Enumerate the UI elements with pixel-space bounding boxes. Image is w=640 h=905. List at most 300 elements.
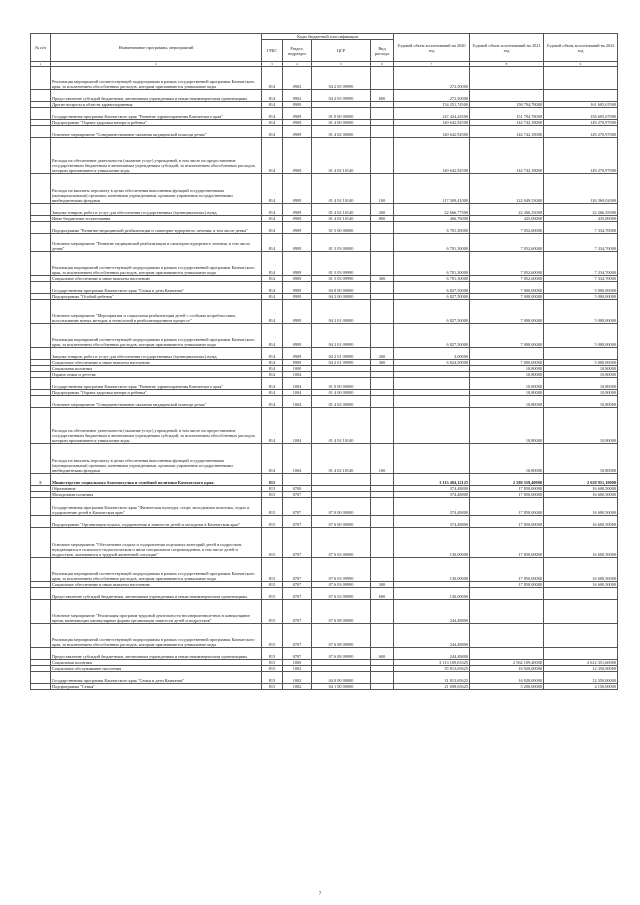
row-amount-2022: 16 600,50000 xyxy=(544,582,618,588)
table-row xyxy=(31,282,618,294)
col-name-header: Наименование программы, мероприятий xyxy=(51,34,262,62)
row-expense-type xyxy=(371,408,394,444)
row-amount-2020: 154 251,74500 xyxy=(394,102,470,108)
row-amount-2020: 31 813,65625 xyxy=(394,672,470,684)
row-amount-2021: 144 742,18000 xyxy=(470,120,544,126)
row-name: Подпрограмма "Охрана здоровья матери и ребенка" xyxy=(51,390,262,396)
row-expense-type xyxy=(371,67,394,90)
row-grbs: 814 xyxy=(262,372,283,378)
row-amount-2020: 6 781,30000 xyxy=(394,276,470,282)
row-csr: 01 4 02 10140 xyxy=(312,216,371,222)
row-csr: 01 4 02 00000 xyxy=(312,126,371,138)
row-csr: 01 4 02 00000 xyxy=(312,396,371,408)
row-amount-2022: 10,80000 xyxy=(544,390,618,396)
row-number xyxy=(31,684,51,690)
table-row xyxy=(31,408,618,444)
col-grbs-header: ГРБС xyxy=(262,40,283,62)
row-amount-2022: 10,80000 xyxy=(544,396,618,408)
colnum: 7 xyxy=(394,62,470,67)
row-csr: 01 4 02 10140 xyxy=(312,138,371,174)
row-expense-type xyxy=(371,672,394,684)
row-amount-2021: 17 850,00000 xyxy=(470,558,544,582)
row-amount-2021: 7 052,60000 xyxy=(470,234,544,252)
row-amount-2022 xyxy=(544,67,618,90)
row-expense-type: 300 xyxy=(371,582,394,588)
row-name: Охрана семьи и детства xyxy=(51,372,262,378)
row-amount-2021 xyxy=(470,67,544,90)
row-csr: 01 5 03 09990 xyxy=(312,276,371,282)
row-section: 0707 xyxy=(283,582,312,588)
row-number xyxy=(31,408,51,444)
row-number xyxy=(31,126,51,138)
row-amount-2021 xyxy=(470,348,544,360)
row-amount-2022 xyxy=(544,90,618,102)
row-amount-2022: 7 334,70000 xyxy=(544,252,618,276)
row-number xyxy=(31,204,51,216)
row-amount-2020: 140 642,94500 xyxy=(394,138,470,174)
row-number xyxy=(31,516,51,528)
row-number xyxy=(31,234,51,252)
row-csr: 04 2 01 09990 xyxy=(312,324,371,348)
row-amount-2022: 7 334,70000 xyxy=(544,234,618,252)
row-amount-2020: 140 642,94500 xyxy=(394,120,470,126)
row-expense-type: 100 xyxy=(371,444,394,474)
row-name: Социальная политика xyxy=(51,366,262,372)
row-amount-2020: 140 642,94500 xyxy=(394,126,470,138)
row-expense-type xyxy=(371,474,394,486)
row-grbs: 815 xyxy=(262,528,283,558)
row-section: 0909 xyxy=(283,216,312,222)
row-amount-2021: 17 850,00000 xyxy=(470,492,544,498)
row-amount-2022: 156 605,67000 xyxy=(544,108,618,120)
row-csr: 07 6 08 00000 xyxy=(312,600,371,624)
row-amount-2020: 3 113 484,12125 xyxy=(394,474,470,486)
row-section xyxy=(283,474,312,486)
row-csr: 04 2 05 09990 xyxy=(312,67,371,90)
row-section: 0909 xyxy=(283,174,312,204)
row-csr: 01 4 02 10140 xyxy=(312,204,371,216)
row-amount-2021 xyxy=(470,588,544,600)
row-name: Расходы на выплаты персоналу в целях обеспечения выполнения функций государственными (муниципальными) органами, казенными учреждениями, органами управления государственными внебюджетными фондами xyxy=(51,174,262,204)
row-expense-type xyxy=(371,528,394,558)
row-section: 1002 xyxy=(283,672,312,684)
row-grbs: 815 xyxy=(262,498,283,516)
row-amount-2021: 7 052,60000 xyxy=(470,222,544,234)
row-amount-2021: 7 000,00000 xyxy=(470,294,544,300)
row-name: Расходы на обеспечение деятельности (оказание услуг) учреждений, в том числе на предоставление государственным бюджетным и автономным учреждениям субсидий, за исключением обособленных расходов, которым присваиваются уникальные коды xyxy=(51,408,262,444)
table-row xyxy=(31,600,618,624)
row-expense-type xyxy=(371,558,394,582)
row-number xyxy=(31,624,51,648)
row-grbs: 815 xyxy=(262,588,283,600)
row-grbs: 814 xyxy=(262,282,283,294)
row-amount-2021: 7 052,60000 xyxy=(470,252,544,276)
row-amount-2021: 158 794,78000 xyxy=(470,102,544,108)
row-amount-2020: 374,48800 xyxy=(394,516,470,528)
row-csr: 07 6 03 09990 xyxy=(312,582,371,588)
row-section: 0707 xyxy=(283,498,312,516)
row-expense-type xyxy=(371,252,394,276)
row-amount-2022: 22 266,35000 xyxy=(544,204,618,216)
row-section: 1002 xyxy=(283,666,312,672)
row-csr: 01 0 00 00000 xyxy=(312,108,371,120)
row-amount-2022: 16 600,50000 xyxy=(544,528,618,558)
row-csr: 04 2 00 00000 xyxy=(312,294,371,300)
row-grbs: 814 xyxy=(262,67,283,90)
row-grbs: 814 xyxy=(262,444,283,474)
row-section: 0700 xyxy=(283,486,312,492)
row-amount-2020: 130,00000 xyxy=(394,588,470,600)
row-amount-2021: 17 850,00000 xyxy=(470,486,544,492)
col-2020-header: Годовой объем ассигнований на 2020 год xyxy=(394,34,470,62)
row-amount-2022: 7 334,70000 xyxy=(544,276,618,282)
row-amount-2021: 10,80000 xyxy=(470,408,544,444)
row-grbs: 815 xyxy=(262,624,283,648)
row-section: 1004 xyxy=(283,372,312,378)
row-name: Закупка товаров, работ и услуг для обеспечения государственных (муниципальных) нужд xyxy=(51,204,262,216)
row-amount-2021: 7 000,00000 xyxy=(470,282,544,294)
table-row xyxy=(31,396,618,408)
row-amount-2020: 466,76000 xyxy=(394,216,470,222)
row-amount-2022: 12 350,00000 xyxy=(544,672,618,684)
row-amount-2022: 5 000,00000 xyxy=(544,360,618,366)
row-amount-2020: 272,50000 xyxy=(394,90,470,102)
row-amount-2022: 12 350,00000 xyxy=(544,666,618,672)
row-expense-type: 800 xyxy=(371,216,394,222)
row-section: 1004 xyxy=(283,444,312,474)
row-section: 0909 xyxy=(283,234,312,252)
row-csr: 07 6 00 00000 xyxy=(312,516,371,528)
row-number xyxy=(31,108,51,120)
row-amount-2021 xyxy=(470,90,544,102)
row-name: Расходы на обеспечение деятельности (оказание услуг) учреждений, в том числе на предоставление государственным бюджетным и автономным учреждениям субсидий, за исключением обособленных расходов, которым присваиваются уникальные коды xyxy=(51,138,262,174)
row-amount-2021: 10,80000 xyxy=(470,444,544,474)
row-expense-type: 300 xyxy=(371,276,394,282)
col-2021-header: Годовой объем ассигнований на 2021 год xyxy=(470,34,544,62)
row-section: 1004 xyxy=(283,378,312,390)
row-number xyxy=(31,444,51,474)
row-number xyxy=(31,138,51,174)
row-name: Основное мероприятие "Реализация программ трудовой деятельности несовершеннолетних в каникулярное время, включающих каникулярные формы организации занятости детей и подростков" xyxy=(51,600,262,624)
row-csr: 07 6 03 09990 xyxy=(312,558,371,582)
table-row xyxy=(31,138,618,174)
row-amount-2022: 126 369,02000 xyxy=(544,174,618,204)
row-amount-2020 xyxy=(394,396,470,408)
table-row xyxy=(31,672,618,684)
row-amount-2020 xyxy=(394,444,470,474)
budget-table xyxy=(30,33,618,690)
row-name: Основное мероприятие "Развитие медицинской реабилитации и санаторно-курортного лечения, в том числе детям" xyxy=(51,234,262,252)
row-amount-2022: 435,00000 xyxy=(544,216,618,222)
row-section: 0707 xyxy=(283,528,312,558)
row-section: 0909 xyxy=(283,108,312,120)
row-amount-2021: 2 562 109,40000 xyxy=(470,660,544,666)
row-name: Государственная программа Камчатского края "Развитие здравоохранения Камчатского края" xyxy=(51,108,262,120)
row-number xyxy=(31,300,51,324)
row-amount-2020: 130,00000 xyxy=(394,528,470,558)
row-name: Реализация мероприятий соответствующей подпрограммы в рамках государственной программы Камчатского края, за исключением обособленных расходов, которым присваиваются уникальные коды xyxy=(51,558,262,582)
row-amount-2021: 10,80000 xyxy=(470,372,544,378)
row-number xyxy=(31,528,51,558)
row-grbs: 815 xyxy=(262,492,283,498)
row-number xyxy=(31,67,51,90)
colnum: 6 xyxy=(371,62,394,67)
row-grbs: 814 xyxy=(262,204,283,216)
row-amount-2021 xyxy=(470,600,544,624)
row-csr: 04 2 05 09990 xyxy=(312,90,371,102)
row-amount-2021: 7 000,00000 xyxy=(470,300,544,324)
row-expense-type: 600 xyxy=(371,648,394,660)
row-name: Социальное обеспечение и иные выплаты населению xyxy=(51,582,262,588)
row-csr: 07 6 03 00000 xyxy=(312,528,371,558)
row-name: Подпрограмма "Охрана здоровья матери и ребенка" xyxy=(51,120,262,126)
row-amount-2021: 17 850,00000 xyxy=(470,498,544,516)
row-amount-2020 xyxy=(394,408,470,444)
row-name: Образование xyxy=(51,486,262,492)
row-name: Подпрограмма "Развитие медицинской реабилитации и санаторно-курортного лечения, в том числе детям" xyxy=(51,222,262,234)
row-amount-2022: 161 605,67000 xyxy=(544,102,618,108)
row-grbs: 814 xyxy=(262,360,283,366)
table-row xyxy=(31,300,618,324)
colnum: 3 xyxy=(262,62,283,67)
row-grbs: 814 xyxy=(262,366,283,372)
row-section: 0707 xyxy=(283,588,312,600)
row-csr: 07 6 08 09990 xyxy=(312,624,371,648)
row-grbs: 814 xyxy=(262,396,283,408)
row-amount-2022 xyxy=(544,648,618,660)
row-amount-2021: 17 850,00000 xyxy=(470,516,544,528)
row-expense-type xyxy=(371,516,394,528)
row-amount-2022: 149 270,97000 xyxy=(544,138,618,174)
row-name: Социальное обеспечение и иные выплаты населению xyxy=(51,360,262,366)
row-amount-2022: 16 600,50000 xyxy=(544,558,618,582)
row-expense-type: 100 xyxy=(371,174,394,204)
row-csr: 07 6 08 09990 xyxy=(312,648,371,660)
row-grbs: 815 xyxy=(262,660,283,666)
colnum: 2 xyxy=(51,62,262,67)
row-name: Расходы на выплаты персоналу в целях обеспечения выполнения функций государственными (муниципальными) органами, казенными учреждениями, органами управления государственными внебюджетными фондами xyxy=(51,444,262,474)
row-name: Социальная политика xyxy=(51,660,262,666)
row-grbs: 814 xyxy=(262,300,283,324)
col-csr-header: ЦСР xyxy=(312,40,371,62)
row-grbs: 814 xyxy=(262,234,283,252)
row-number xyxy=(31,222,51,234)
col-no-header: № п/п xyxy=(31,34,51,62)
row-amount-2020: 6 827,50000 xyxy=(394,294,470,300)
row-amount-2022: 5 000,00000 xyxy=(544,324,618,348)
row-name: Основное мероприятие "Совершенствование оказания медицинской помощи детям" xyxy=(51,126,262,138)
table-row xyxy=(31,558,618,582)
colnum: 1 xyxy=(31,62,51,67)
table-row xyxy=(31,528,618,558)
row-amount-2021: 151 794,78000 xyxy=(470,108,544,120)
table-body xyxy=(31,67,618,690)
row-amount-2020: 374,48800 xyxy=(394,492,470,498)
row-grbs: 814 xyxy=(262,276,283,282)
row-amount-2021: 10,80000 xyxy=(470,366,544,372)
row-amount-2021: 16 920,00000 xyxy=(470,672,544,684)
row-grbs: 815 xyxy=(262,648,283,660)
row-name: Предоставление субсидий бюджетным, автономным учреждениям и иным некоммерческим организациям xyxy=(51,648,262,660)
row-section: 0902 xyxy=(283,90,312,102)
row-csr: 01 4 02 10140 xyxy=(312,444,371,474)
table-row xyxy=(31,174,618,204)
row-amount-2022: 10,80000 xyxy=(544,408,618,444)
col-codes-header: Коды бюджетной классификации xyxy=(262,34,394,40)
row-amount-2020: 6 781,30000 xyxy=(394,222,470,234)
row-grbs: 814 xyxy=(262,174,283,204)
row-number xyxy=(31,648,51,660)
row-name: Реализация мероприятий соответствующей подпрограммы в рамках государственной программы Камчатского края, за исключением обособленных расходов, которым присваиваются уникальные коды xyxy=(51,324,262,348)
row-number xyxy=(31,600,51,624)
row-amount-2022: 16 600,50000 xyxy=(544,498,618,516)
row-name: Государственная программа Камчатского края "Физическая культура, спорт, молодежная политика, отдых и оздоровление детей в Камчатском крае" xyxy=(51,498,262,516)
row-csr: 01 0 00 00000 xyxy=(312,378,371,390)
row-section: 0707 xyxy=(283,600,312,624)
row-name: Министерство социального благополучия и семейной политики Камчатского края xyxy=(51,474,262,486)
row-grbs: 815 xyxy=(262,558,283,582)
row-number xyxy=(31,558,51,582)
row-number xyxy=(31,498,51,516)
col-2022-header: Годовой объем ассигнований на 2022 год xyxy=(544,34,618,62)
row-csr: 04 0 00 00000 xyxy=(312,672,371,684)
row-grbs: 814 xyxy=(262,102,283,108)
row-amount-2021: 144 742,18000 xyxy=(470,138,544,174)
row-section: 0909 xyxy=(283,222,312,234)
table-row xyxy=(31,474,618,486)
row-amount-2020: 6 827,50000 xyxy=(394,282,470,294)
row-amount-2021: 22 266,35000 xyxy=(470,204,544,216)
table-row xyxy=(31,348,618,360)
row-expense-type xyxy=(371,108,394,120)
table-row xyxy=(31,126,618,138)
row-name: Государственная программа Камчатского края "Семья и дети Камчатки" xyxy=(51,672,262,684)
row-csr: 01 5 03 00000 xyxy=(312,234,371,252)
row-number xyxy=(31,252,51,276)
row-grbs: 814 xyxy=(262,108,283,120)
row-csr: 04 1 00 00000 xyxy=(312,684,371,690)
row-section: 0909 xyxy=(283,300,312,324)
row-name: Реализация мероприятий соответствующей подпрограммы в рамках государственной программы Камчатского края, за исключением обособленных расходов, которым присваиваются уникальные коды xyxy=(51,252,262,276)
row-number xyxy=(31,282,51,294)
row-csr: 01 4 02 10140 xyxy=(312,174,371,204)
row-amount-2022: 16 600,50000 xyxy=(544,516,618,528)
row-grbs: 815 xyxy=(262,600,283,624)
row-section: 0707 xyxy=(283,558,312,582)
row-expense-type xyxy=(371,222,394,234)
row-amount-2020: 272,50000 xyxy=(394,67,470,90)
row-name: Закупка товаров, работ и услуг для обеспечения государственных (муниципальных) нужд xyxy=(51,348,262,360)
row-amount-2022: 10,80000 xyxy=(544,366,618,372)
row-expense-type xyxy=(371,282,394,294)
table-row xyxy=(31,67,618,90)
row-expense-type: 600 xyxy=(371,90,394,102)
row-amount-2022: 5 000,00000 xyxy=(544,294,618,300)
row-number xyxy=(31,378,51,390)
row-section: 0902 xyxy=(283,67,312,90)
row-amount-2022: 7 334,70000 xyxy=(544,222,618,234)
row-name: Предоставление субсидий бюджетным, автономным учреждениям и иным некоммерческим организациям xyxy=(51,90,262,102)
table-row xyxy=(31,378,618,390)
row-expense-type xyxy=(371,624,394,648)
table-row xyxy=(31,684,618,690)
row-amount-2022 xyxy=(544,600,618,624)
row-name: Государственная программа Камчатского края "Развитие здравоохранения Камчатского края" xyxy=(51,378,262,390)
row-section: 0707 xyxy=(283,648,312,660)
row-amount-2021: 2 580 559,40000 xyxy=(470,474,544,486)
row-section: 0707 xyxy=(283,492,312,498)
row-section: 1004 xyxy=(283,390,312,396)
row-amount-2022: 10,80000 xyxy=(544,444,618,474)
row-amount-2021: 7 052,60000 xyxy=(470,276,544,282)
row-grbs: 814 xyxy=(262,390,283,396)
row-name: Молодежная политика xyxy=(51,492,262,498)
row-number xyxy=(31,324,51,348)
row-amount-2021: 17 850,00000 xyxy=(470,528,544,558)
row-csr: 01 4 00 00000 xyxy=(312,120,371,126)
row-csr: 04 2 01 00000 xyxy=(312,300,371,324)
row-grbs: 814 xyxy=(262,90,283,102)
row-grbs: 814 xyxy=(262,324,283,348)
row-amount-2021 xyxy=(470,648,544,660)
row-amount-2020: 6 827,50000 xyxy=(394,324,470,348)
row-grbs: 814 xyxy=(262,378,283,390)
row-amount-2022 xyxy=(544,624,618,648)
colnum: 8 xyxy=(470,62,544,67)
page-number: 7 xyxy=(318,892,322,897)
row-section: 0909 xyxy=(283,252,312,276)
row-expense-type xyxy=(371,684,394,690)
table-row xyxy=(31,324,618,348)
row-amount-2020: 3 113 109,63325 xyxy=(394,660,470,666)
row-number xyxy=(31,348,51,360)
row-name: Иные бюджетные ассигнования xyxy=(51,216,262,222)
row-amount-2022: 2 628 951,10000 xyxy=(544,474,618,486)
row-grbs: 814 xyxy=(262,138,283,174)
row-csr: 07 0 00 00000 xyxy=(312,498,371,516)
table-row xyxy=(31,516,618,528)
row-name: Подпрограмма "Особый ребенок" xyxy=(51,294,262,300)
row-amount-2021: 144 742,18000 xyxy=(470,126,544,138)
row-number xyxy=(31,90,51,102)
row-name: Социальное обслуживание населения xyxy=(51,666,262,672)
row-amount-2020: 6 781,30000 xyxy=(394,252,470,276)
row-amount-2021: 7 000,00000 xyxy=(470,324,544,348)
row-section: 0909 xyxy=(283,204,312,216)
row-amount-2020: 374,48800 xyxy=(394,498,470,516)
row-section: 1004 xyxy=(283,408,312,444)
col-rzpr-header: Раздел, подраздел xyxy=(283,40,312,62)
row-amount-2020: 244,48800 xyxy=(394,648,470,660)
row-grbs: 815 xyxy=(262,666,283,672)
row-name: Подпрограмма "Организация отдыха, оздоровления и занятости детей и молодежи в Камчатском крае" xyxy=(51,516,262,528)
colnum: 4 xyxy=(283,62,312,67)
row-section: 1004 xyxy=(283,396,312,408)
row-amount-2022: 2 612 351,60000 xyxy=(544,660,618,666)
table-row xyxy=(31,624,618,648)
row-amount-2020: 3,00000 xyxy=(394,348,470,360)
row-expense-type xyxy=(371,324,394,348)
row-amount-2020: 35 813,65625 xyxy=(394,666,470,672)
row-expense-type xyxy=(371,126,394,138)
row-section: 0909 xyxy=(283,324,312,348)
row-grbs: 814 xyxy=(262,222,283,234)
row-csr: 04 0 00 00000 xyxy=(312,282,371,294)
row-grbs: 815 xyxy=(262,474,283,486)
row-expense-type: 200 xyxy=(371,348,394,360)
table-row xyxy=(31,444,618,474)
row-amount-2022: 10,80000 xyxy=(544,372,618,378)
